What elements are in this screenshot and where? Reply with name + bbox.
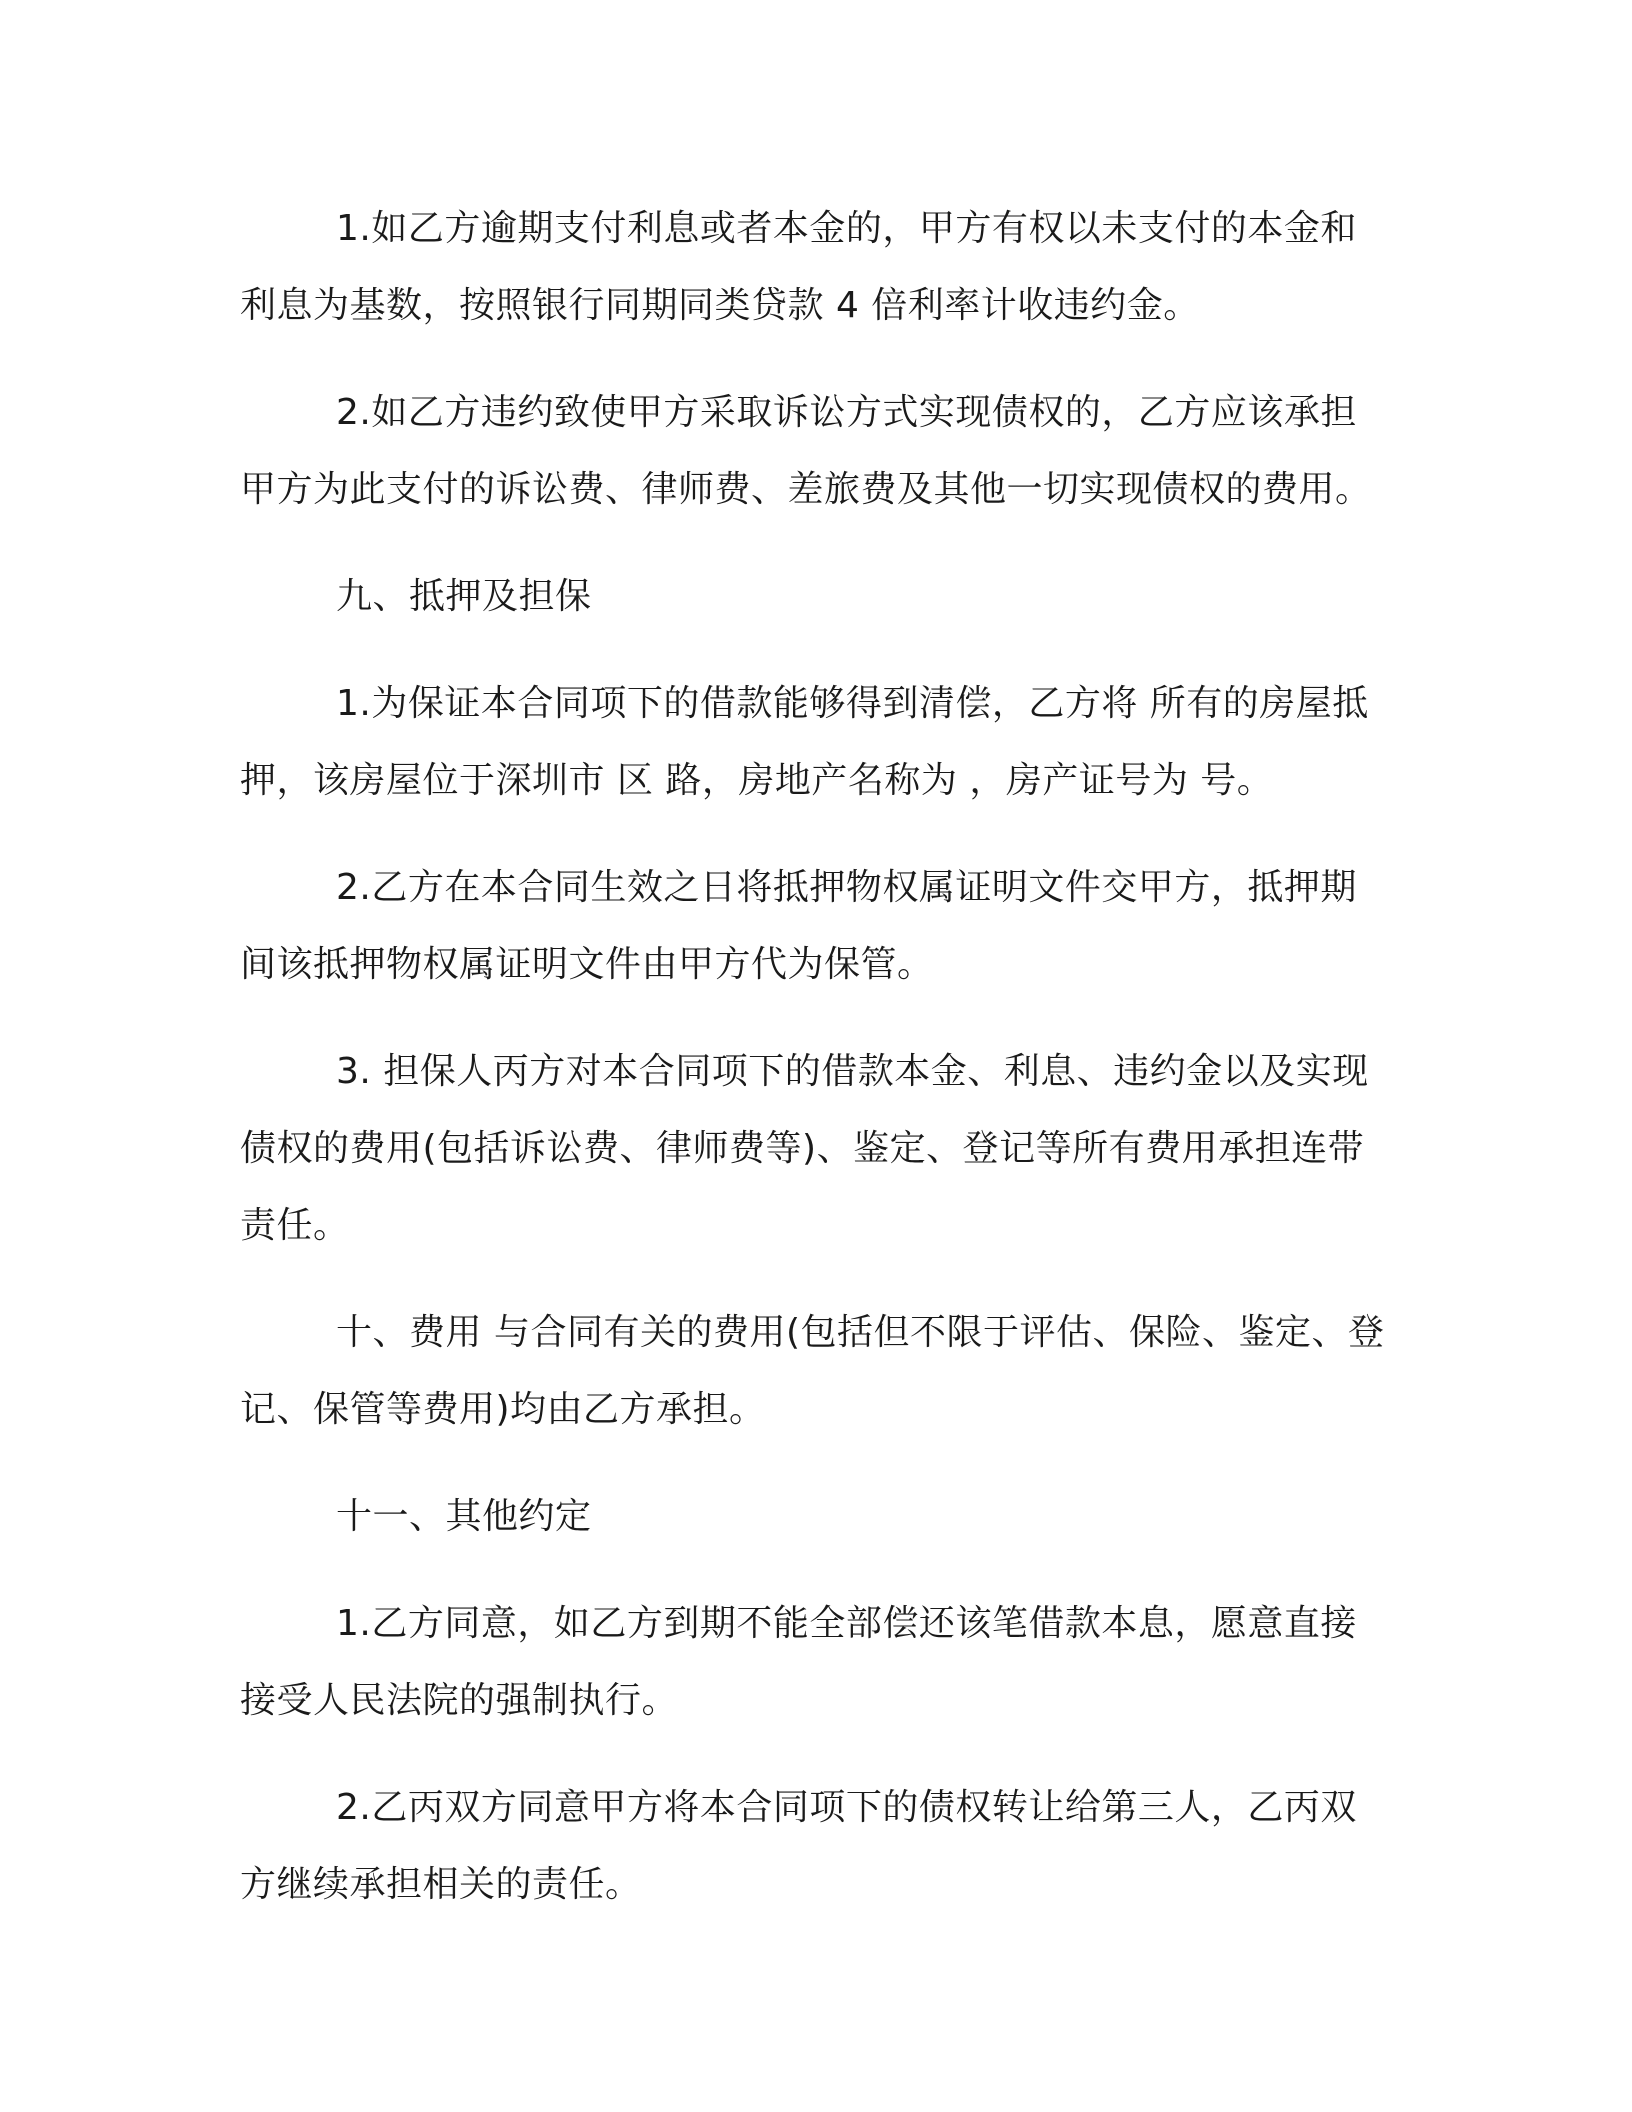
document-body — [240, 190, 1390, 1953]
section-heading-11: 十一、其他约定 — [336, 1496, 592, 1537]
paragraph-8-1-overdue-penalty: 1.如乙方逾期支付利息或者本金的，甲方有权以未支付的本金和利息为基数，按照银行同期同类贷款 4 倍利率计收违约金。 — [240, 208, 1357, 326]
paragraph-9-3-guarantor-liability: 3. 担保人丙方对本合同项下的借款本金、利息、违约金以及实现债权的费用(包括诉讼费、律师费等)、鉴定、登记等所有费用承担连带责任。 — [240, 1051, 1369, 1246]
paragraph-8-2-litigation-costs: 2.如乙方违约致使甲方采取诉讼方式实现债权的，乙方应该承担甲方为此支付的诉讼费、律师费、差旅费及其他一切实现债权的费用。 — [240, 392, 1372, 510]
section-heading-9: 九、抵押及担保 — [336, 576, 592, 617]
paragraph-11-1-enforcement: 1.乙方同意，如乙方到期不能全部偿还该笔借款本息，愿意直接接受人民法院的强制执行。 — [240, 1603, 1357, 1721]
paragraph-9-2-certificate-custody: 2.乙方在本合同生效之日将抵押物权属证明文件交甲方，抵押期间该抵押物权属证明文件由甲方代为保管。 — [240, 867, 1357, 985]
paragraph-9-1-mortgage: 1.为保证本合同项下的借款能够得到清偿，乙方将 所有的房屋抵押，该房屋位于深圳市 区 路，房地产名称为 ，房产证号为 号。 — [240, 683, 1369, 801]
section-10-fees: 十、费用 与合同有关的费用(包括但不限于评估、保险、鉴定、登记、保管等费用)均由乙方承担。 — [240, 1312, 1385, 1430]
paragraph-11-2-assignment: 2.乙丙双方同意甲方将本合同项下的债权转让给第三人，乙丙双方继续承担相关的责任。 — [240, 1787, 1357, 1905]
